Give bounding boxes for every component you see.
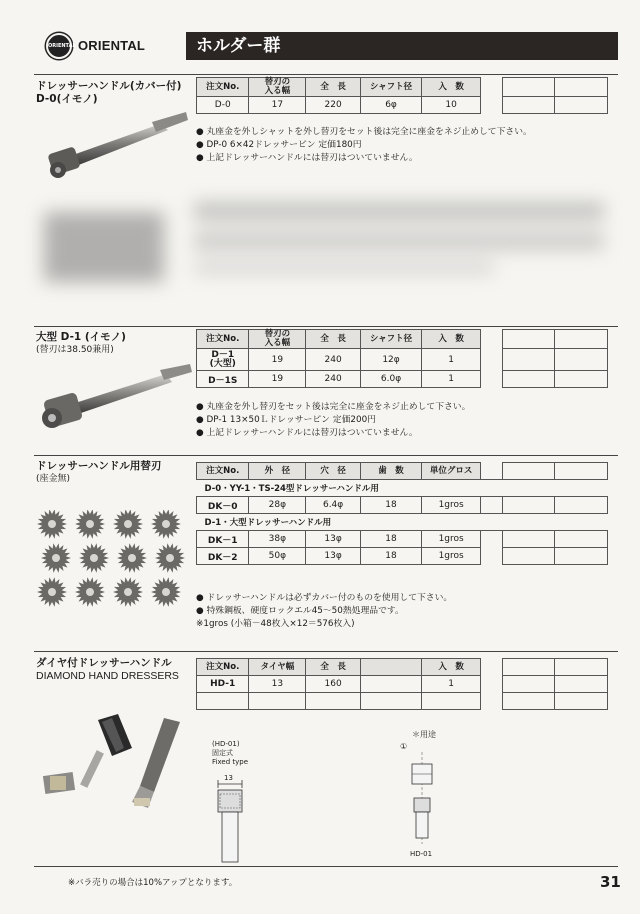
page-title: ホルダー群	[186, 32, 618, 60]
divider	[34, 326, 618, 327]
cutter-wheels-photo	[34, 510, 194, 610]
table-row: D－1S	[197, 371, 249, 388]
cutter-wheel-hole	[90, 554, 98, 562]
table-row: DK－0	[197, 497, 249, 514]
divider	[34, 651, 618, 652]
cutter-wheel-hole	[86, 588, 94, 596]
section3-title: ドレッサーハンドル用替刃 (座金無)	[36, 460, 162, 484]
dimension-label: 13	[224, 774, 233, 782]
group-heading: D-0・YY-1・TS-24型ドレッサーハンドル用	[197, 480, 608, 497]
table-row: D-0	[197, 97, 249, 114]
section3-notes: ● ドレッサーハンドルは必ずカバー付のものを使用して下さい。 ● 特殊鋼板、硬度ロックエル45～50熱処理品です。 ※1gros (小箱－48枚入×12＝576枚入)	[196, 593, 453, 629]
table-row: DK－2	[197, 548, 249, 565]
divider	[34, 455, 618, 456]
d1-spec-table: 注文No. 替刃の 入る幅 全 長 シャフト径 入 数 D－1 (大型) 19 240 12φ 1 D－1S 19 240 6.0φ 1	[196, 329, 608, 388]
dk-spec-table: 注文No. 外 径 穴 径 歯 数 単位グロス D-0・YY-1・TS-24型ドレッサーハンドル用 DK－0 28φ 6.4φ 18 1gros D-1・大型ドレッサーハンドル用 DK－1 38φ 13φ 18 1gros DK－2 50φ 13φ 18 1gros	[196, 462, 608, 565]
cutter-wheel-hole	[124, 520, 132, 528]
group-heading: D-1・大型ドレッサーハンドル用	[197, 514, 608, 531]
dresser-handle-d1-photo	[38, 360, 194, 440]
section2-title: 大型 D-1 (イモノ) (替刃は38.50兼用)	[36, 331, 126, 355]
oriental-logo: ORIENTAL	[46, 33, 72, 59]
divider	[34, 866, 618, 867]
usage-title: ＊用途	[412, 730, 436, 739]
fixed-type-label: (HD-01) 固定式 Fixed type	[212, 740, 249, 766]
usage-diagram	[404, 752, 440, 848]
cutter-wheel-hole	[166, 554, 174, 562]
section4-title: ダイヤ付ドレッサーハンドル DIAMOND HAND DRESSERS	[36, 657, 179, 682]
cutter-wheel-hole	[52, 554, 60, 562]
section1-title: ドレッサーハンドル(カバー付) D-0(イモノ)	[36, 80, 182, 105]
cutter-wheel-hole	[48, 520, 56, 528]
page-number: 31	[600, 873, 621, 891]
cutter-wheel-hole	[128, 554, 136, 562]
cutter-wheel-hole	[48, 588, 56, 596]
usage-label: HD-01	[410, 850, 433, 858]
cutter-wheel-hole	[86, 520, 94, 528]
table-row: HD-1	[197, 676, 249, 693]
divider	[34, 74, 618, 75]
footnote: ※バラ売りの場合は10%アップとなります。	[68, 878, 238, 888]
usage-number: ①	[400, 742, 408, 751]
diamond-hand-dressers-photo	[36, 712, 186, 812]
section2-notes: ● 丸座金を外し替刃をセット後は完全に座金をネジ止めして下さい。 ● DP-1 13×50Ｌドレッサーピン 定価200円 ● 上記ドレッサーハンドルには替刃はついていません。	[196, 402, 471, 438]
dresser-handle-d0-photo	[40, 108, 190, 186]
cutter-wheel-hole	[162, 520, 170, 528]
d0-spec-table: 注文No. 替刃の 入る幅 全 長 シャフト径 入 数 D-0 17 220 6φ 10	[196, 77, 608, 114]
brand-name: ORIENTAL	[78, 38, 146, 53]
blurred-area	[34, 192, 614, 302]
section1-notes: ● 丸座金を外しシャットを外し替刃をセット後は完全に座金をネジ止めして下さい。 ● DP-0 6×42ドレッサーピン 定価180円 ● 上記ドレッサーハンドルには替刃はついていません。	[196, 127, 532, 163]
table-row: DK－1	[197, 531, 249, 548]
table-row: D－1 (大型)	[197, 349, 249, 371]
cutter-wheel-hole	[162, 588, 170, 596]
cutter-wheel-hole	[124, 588, 132, 596]
fixed-type-diagram	[210, 770, 250, 866]
hd-spec-table: 注文No. タイヤ幅 全 長 入 数 HD-1 13 160 1	[196, 658, 608, 710]
